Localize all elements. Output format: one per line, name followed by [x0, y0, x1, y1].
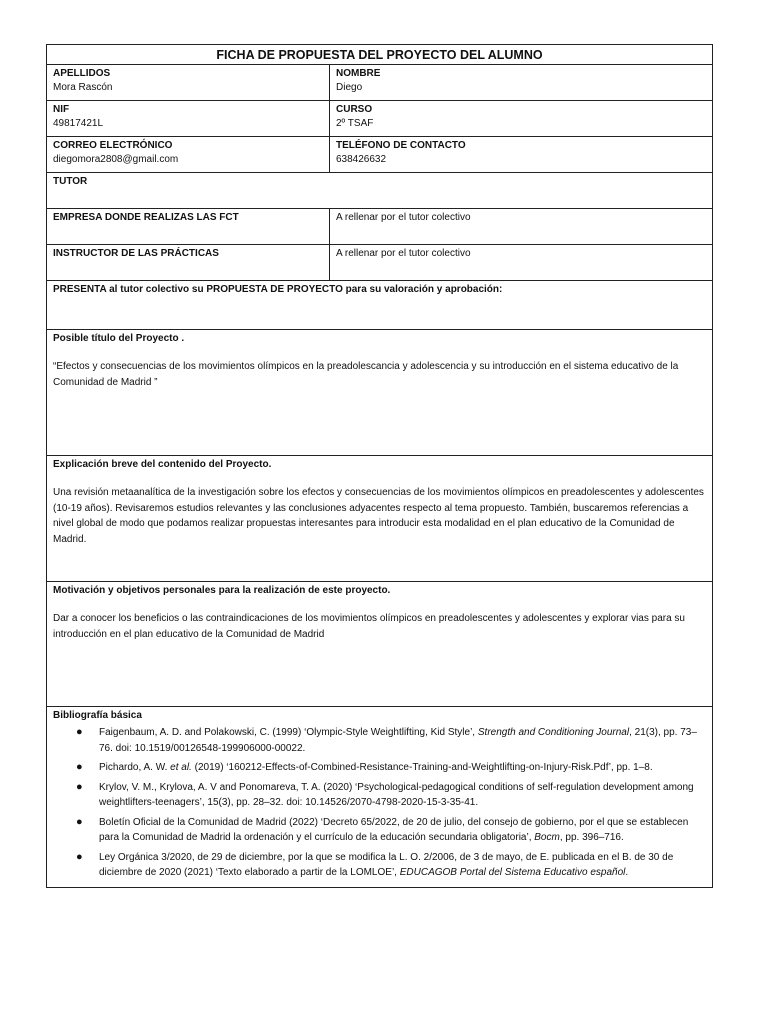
titulo-text: “Efectos y consecuencias de los movimientos olímpicos en la preadolescancia y adolescencia y su introducción en el sistema educativo de la Comunidad de Madrid ”	[53, 361, 679, 388]
apellidos-cell	[47, 65, 330, 100]
explicacion-text: Una revisión metaanalítica de la investigación sobre los efectos y consecuencias de los movimientos olímpicos en preadolescentes y adolescentes (10-19 años). Revisaremos estudios relevantes y las conclusiones adyacentes respecto al tema propuesto. También, buscaremos referencias a nivel global de modo que podamos realizar propuestas interesantes para introducir esta modalidad en el plan educativo de la Comunidad de Madrid.	[53, 487, 704, 545]
tutor-cell	[47, 173, 712, 208]
curso-cell	[330, 101, 712, 136]
bullet-icon: ●	[76, 850, 83, 863]
row-empresa	[47, 209, 712, 245]
row-nif-curso	[47, 101, 712, 137]
bullet-icon: ●	[76, 780, 83, 793]
row-apellidos-nombre	[47, 65, 712, 101]
motivacion-cell	[47, 582, 712, 706]
row-explicacion	[47, 456, 712, 582]
bibliografia-list	[53, 725, 706, 881]
empresa-value: A rellenar por el tutor colectivo	[336, 212, 471, 223]
instructor-value: A rellenar por el tutor colectivo	[336, 248, 471, 259]
presenta-label: PRESENTA al tutor colectivo su PROPUESTA DE PROYECTO para su valoración y aprobación:	[53, 284, 503, 295]
titulo-label: Posible título del Proyecto .	[53, 333, 185, 344]
correo-cell	[47, 137, 330, 172]
bibliografia-cell	[47, 707, 712, 887]
empresa-value-cell	[330, 209, 712, 244]
apellidos-label: APELLIDOS	[53, 68, 111, 79]
row-correo-telefono	[47, 137, 712, 173]
nif-value: 49817421L	[53, 118, 104, 129]
row-presenta	[47, 281, 712, 330]
instructor-value-cell	[330, 245, 712, 280]
telefono-label: TELÉFONO DE CONTACTO	[336, 140, 466, 151]
bib-item: ● Pichardo, A. W. et al. (2019) ‘160212-Effects-of-Combined-Resistance-Training-and-Weightlifting-on-Injury-Risk.Pdf’, pp. 1–8.	[99, 760, 706, 776]
nombre-label: NOMBRE	[336, 68, 381, 79]
proposal-form	[46, 44, 713, 888]
row-motivacion	[47, 582, 712, 707]
titulo-cell	[47, 330, 712, 455]
motivacion-text: Dar a conocer los beneficios o las contraindicaciones de los movimientos olímpicos en preadolescentes y adolescentes y explorar vias para su introducción en el plan educativo de la Comunidad de Madrid	[53, 613, 685, 640]
empresa-label: EMPRESA DONDE REALIZAS LAS FCT	[53, 212, 239, 223]
row-tutor	[47, 173, 712, 209]
presenta-cell	[47, 281, 712, 329]
bib-item: ● Faigenbaum, A. D. and Polakowski, C. (1999) ‘Olympic-Style Weightlifting, Kid Style’, Strength and Conditioning Journal, 21(3), pp. 73–76. doi: 10.1519/00126548-199906000-00022.	[76, 726, 697, 754]
motivacion-label: Motivación y objetivos personales para la realización de este proyecto.	[53, 585, 391, 596]
bib-item: ● Ley Orgánica 3/2020, de 29 de diciembre, por la que se modifica la L. O. 2/2006, de 3 de mayo, de E. publicada en el B. de 30 de diciembre de 2020 (2021) ‘Texto elaborado a partir de la LOMLOE’, EDUCAGOB Portal del Sistema Educativo español.	[76, 850, 674, 878]
row-instructor	[47, 245, 712, 281]
curso-value: 2º TSAF	[336, 118, 374, 129]
tutor-label: TUTOR	[53, 176, 88, 187]
row-titulo	[47, 330, 712, 456]
bullet-icon: ●	[76, 815, 83, 828]
instructor-label-cell	[47, 245, 330, 280]
nif-label: NIF	[53, 104, 70, 115]
form-title: FICHA DE PROPUESTA DEL PROYECTO DEL ALUMNO	[216, 48, 543, 62]
bib-item: ● Krylov, V. M., Krylova, A. V and Ponomareva, T. A. (2020) ‘Psychological-pedagogical conditions of self-regulation development among weightlifters-teenagers’, 15(3), pp. 28–32. doi: 10.14526/2070-4798-2020-15-3-35-41.	[76, 780, 694, 808]
nombre-cell	[330, 65, 712, 100]
instructor-label: INSTRUCTOR DE LAS PRÁCTICAS	[53, 248, 219, 259]
bibliografia-label: Bibliografía básica	[53, 710, 142, 721]
explicacion-cell	[47, 456, 712, 581]
empresa-label-cell	[47, 209, 330, 244]
explicacion-label: Explicación breve del contenido del Proyecto.	[53, 459, 272, 470]
nombre-value: Diego	[336, 82, 363, 93]
telefono-cell	[330, 137, 712, 172]
bib-item: ● Boletín Oficial de la Comunidad de Madrid (2022) ‘Decreto 65/2022, de 20 de julio, del consejo de gobierno, por el que se establecen para la Comunidad de Madrid la ordenación y el currículo de la educación secundaria obligatoria’, Bocm, pp. 396–716.	[76, 815, 689, 843]
correo-label: CORREO ELECTRÓNICO	[53, 140, 173, 151]
correo-value: diegomora2808@gmail.com	[53, 154, 179, 165]
bullet-icon: ●	[76, 726, 83, 738]
apellidos-value: Mora Rascón	[53, 82, 113, 93]
nif-cell	[47, 101, 330, 136]
curso-label: CURSO	[336, 104, 373, 115]
bullet-icon: ●	[76, 761, 83, 773]
form-title-row	[47, 45, 712, 65]
row-bibliografia	[47, 707, 712, 887]
telefono-value: 638426632	[336, 154, 387, 165]
